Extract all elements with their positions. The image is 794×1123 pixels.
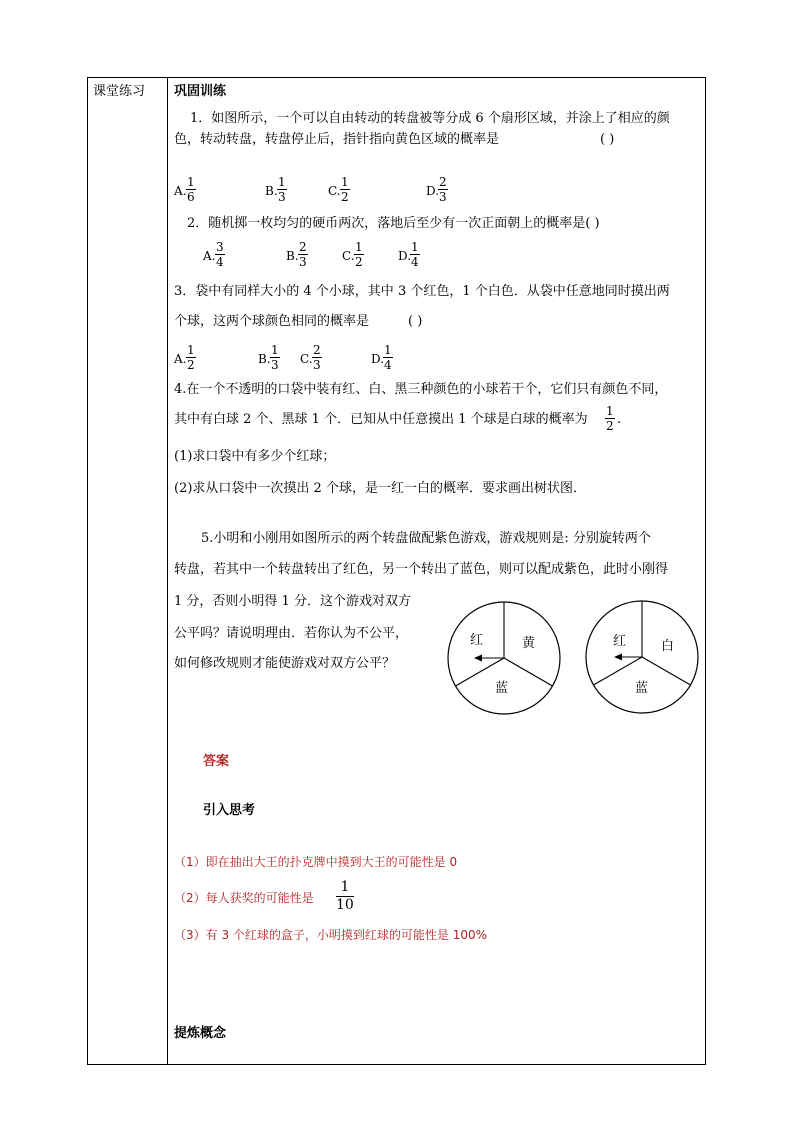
spinner-2-label-blue: 蓝 [635, 681, 649, 696]
q2-option-c-label: C. [342, 249, 355, 263]
spinner-2-label-white: 白 [661, 639, 675, 654]
q4-sub1: (1)求口袋中有多少个红球； [174, 449, 336, 464]
q2-option-c-fraction: $\frac{1}{2}$ [355, 240, 363, 269]
q2-option-d-fraction: $\frac{1}{4}$ [411, 240, 419, 269]
q3-line2: 个球，这两个球颜色相同的概率是 [174, 314, 370, 329]
q3-option-d-label: D. [371, 352, 385, 366]
q2-line1: 2．随机掷一枚均匀的硬币两次，落地后至少有一次正面朝上的概率是( ) [187, 216, 600, 231]
q3-paren: ( ) [408, 314, 423, 329]
q2-option-b-fraction: $\frac{2}{3}$ [299, 240, 307, 269]
q1-paren: ( ) [600, 132, 615, 147]
q1-option-d-fraction: $\frac{2}{3}$ [439, 175, 447, 204]
spinner-1-label-red: 红 [470, 633, 484, 648]
q4-line2: 其中有白球 2 个、黑球 1 个．已知从中任意摸出 1 个球是白球的概率为 [174, 412, 588, 427]
answer-1: （1）即在抽出大王的扑克牌中摸到大王的可能性是 0 [174, 855, 458, 869]
q3-line1: 3．袋中有同样大小的 4 个小球，其中 3 个红色，1 个白色．从袋中任意地同时摸出两 [174, 284, 670, 299]
q1-option-c-label: C. [328, 184, 341, 198]
section-title: 巩固训练 [174, 84, 227, 99]
q3-option-d-fraction: $\frac{1}{4}$ [384, 343, 392, 372]
spinner-1-label-blue: 蓝 [495, 681, 509, 696]
spinner-2 [583, 598, 708, 718]
q2-option-a-label: A. [203, 249, 216, 263]
q4-line2-end: . [617, 412, 622, 427]
q1-option-c-fraction: $\frac{1}{2}$ [341, 175, 349, 204]
q3-option-a-label: A. [174, 352, 187, 366]
footer-title: 提炼概念 [174, 1026, 227, 1041]
q4-sub2: (2)求从口袋中一次摸出 2 个球，是一红一白的概率．要求画出树状图． [174, 481, 586, 496]
q3-option-a-fraction: $\frac{1}{2}$ [187, 343, 195, 372]
left-column-label: 课堂练习 [93, 84, 146, 99]
q5-line5: 如何修改规则才能使游戏对双方公平？ [174, 656, 396, 671]
q1-option-b-fraction: $\frac{1}{3}$ [278, 175, 286, 204]
answer-2-prefix: （2）每人获奖的可能性是 [174, 891, 314, 905]
answer-title: 答案 [203, 754, 230, 769]
q3-option-c-fraction: $\frac{2}{3}$ [313, 343, 321, 372]
spinner-1-label-yellow: 黄 [522, 636, 536, 651]
q5-line4: 公平吗？请说明理由．若你认为不公平， [174, 626, 409, 641]
q5-line3: 1 分，否则小明得 1 分．这个游戏对双方 [174, 594, 411, 609]
q2-option-b-label: B. [286, 249, 299, 263]
q3-option-b-label: B. [258, 352, 271, 366]
q5-line1: 5.小明和小刚用如图所示的两个转盘做配紫色游戏，游戏规则是: 分别旋转两个 [201, 531, 651, 546]
answer-3: （3）有 3 个红球的盒子，小明摸到红球的可能性是 100% [174, 928, 488, 942]
q4-probability-fraction: $\frac{1}{2}$ [606, 404, 614, 433]
q1-option-a-fraction: $\frac{1}{6}$ [187, 175, 195, 204]
answer-2-fraction: $\frac{1}{10}$ [336, 879, 354, 913]
q1-line1: 1．如图所示，一个可以自由转动的转盘被等分成 6 个扇形区域，并涂上了相应的颜 [190, 111, 670, 126]
answer-subtitle: 引入思考 [203, 803, 256, 818]
q1-option-b-label: B. [265, 184, 278, 198]
q2-option-d-label: D. [398, 249, 412, 263]
q5-line2: 转盘，若其中一个转盘转出了红色，另一个转出了蓝色，则可以配成紫色，此时小刚得 [174, 562, 669, 577]
q3-option-b-fraction: $\frac{1}{3}$ [271, 343, 279, 372]
q4-line1: 4.在一个不透明的口袋中装有红、白、黑三种颜色的小球若干个，它们只有颜色不同， [174, 382, 668, 397]
q1-option-d-label: D. [426, 184, 440, 198]
q1-option-a-label: A. [174, 184, 187, 198]
column-divider [167, 77, 168, 1065]
spinner-2-label-red: 红 [613, 634, 627, 649]
q1-line2: 色，转动转盘，转盘停止后，指针指向黄色区域的概率是 [174, 132, 500, 147]
q2-option-a-fraction: $\frac{3}{4}$ [216, 240, 224, 269]
spinner-1 [440, 600, 570, 720]
q3-option-c-label: C. [300, 352, 313, 366]
